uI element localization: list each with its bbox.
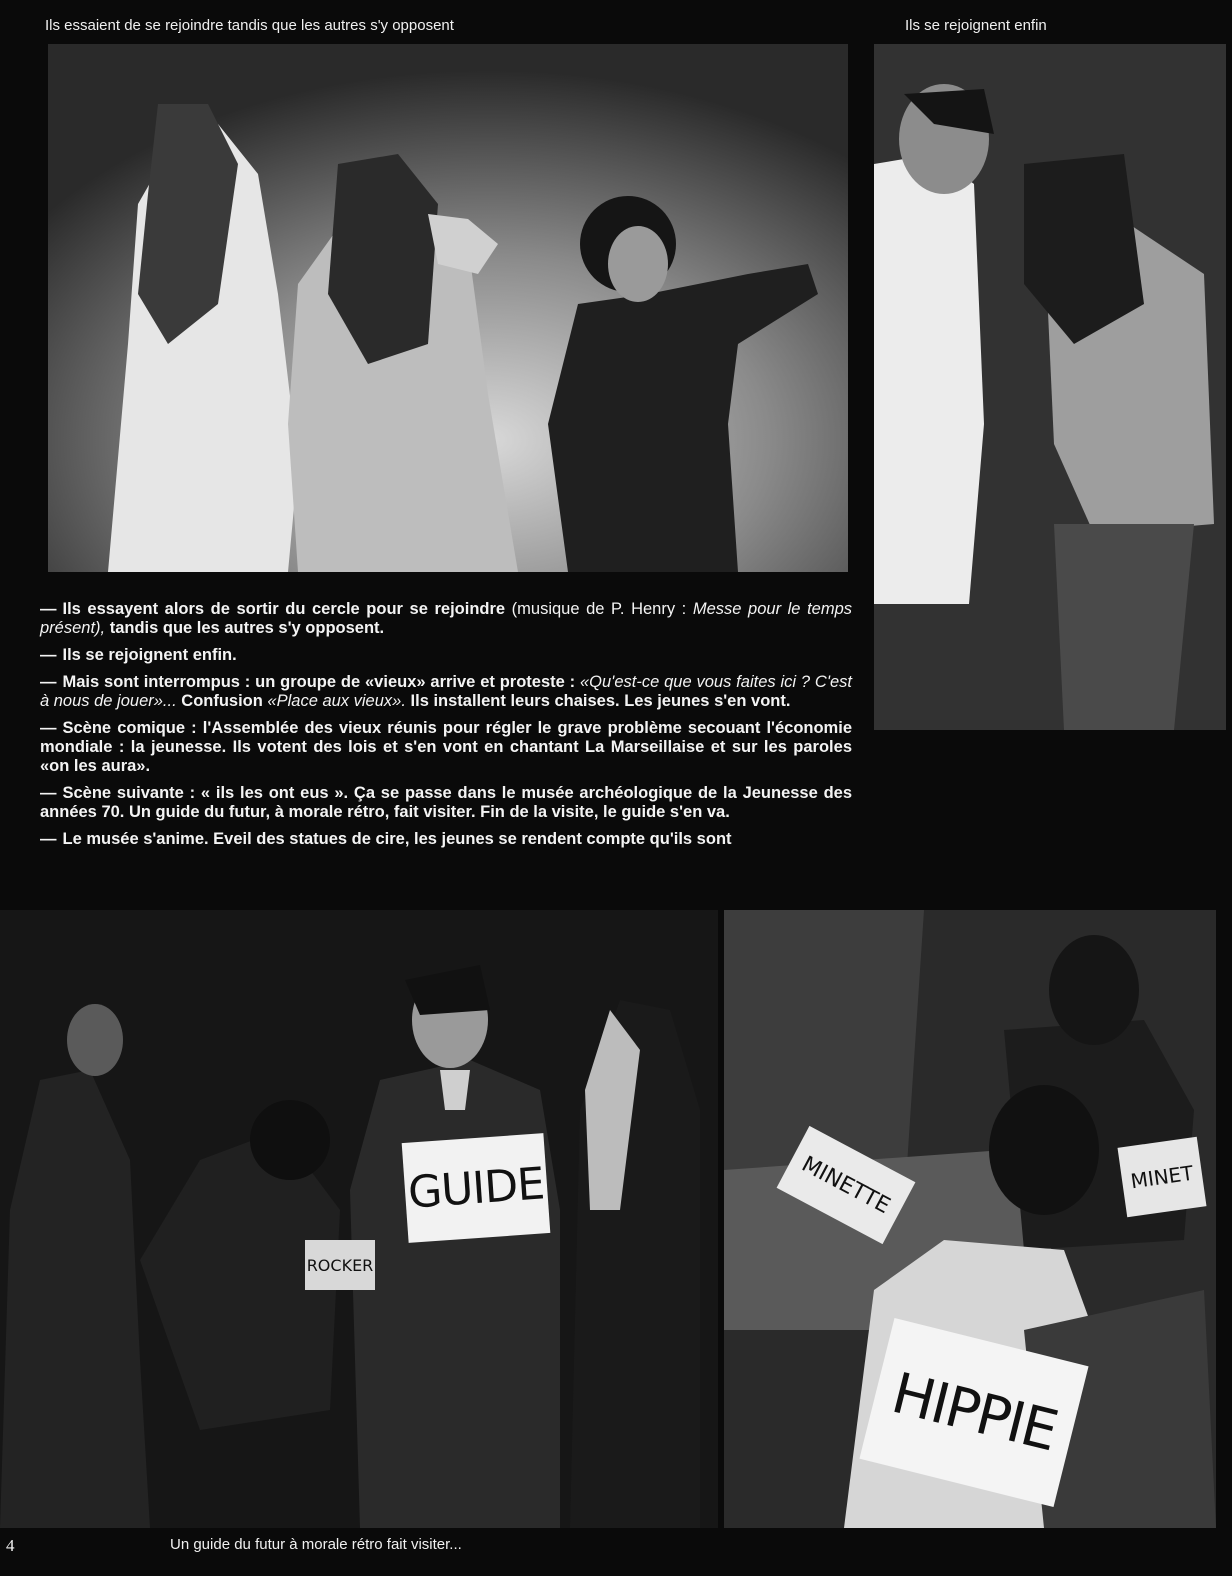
paragraph-dash: — <box>40 719 57 737</box>
paragraph <box>40 673 852 711</box>
paragraph-text: Mais sont interrompus : un groupe de «vieux» arrive et proteste : <box>62 673 580 691</box>
caption-top-right: Ils se rejoignent enfin <box>905 17 1047 34</box>
caption-top-left: Ils essaient de se rejoindre tandis que les autres s'y opposent <box>45 17 454 34</box>
sign-rocker: ROCKER <box>305 1240 375 1290</box>
paragraph-text: Messe pour le temps présent), <box>40 600 853 637</box>
paragraph <box>40 600 852 638</box>
paragraph-text: «Place aux vieux». <box>267 692 406 710</box>
paragraph-dash: — <box>40 646 57 664</box>
paragraph-dash: — <box>40 600 57 618</box>
paragraph-dash: — <box>40 673 57 691</box>
paragraph <box>40 719 852 776</box>
photo-dancers <box>48 44 848 572</box>
paragraph <box>40 830 852 849</box>
paragraph-text: Scène comique : l'Assemblée des vieux réunis pour régler le grave problème secouant l'économie mondiale : la jeunesse. Ils votent des lois et s'en vont en chantant La Marseillaise et sur les paroles «on les aura». <box>40 719 852 775</box>
paragraph-text: Le musée s'anime. Eveil des statues de cire, les jeunes se rendent compte qu'ils sont <box>62 830 732 848</box>
sign-minette-1: MINETTE <box>777 1126 916 1244</box>
paragraph-text: (musique de P. Henry : <box>505 600 693 618</box>
paragraph-text: tandis que les autres s'y opposent. <box>105 619 385 637</box>
photo-hippie-scene <box>724 910 1216 1528</box>
paragraph <box>40 784 852 822</box>
paragraph-text: Ils essayent alors de sortir du cercle pour se rejoindre <box>62 600 506 618</box>
paragraph-dash: — <box>40 830 57 848</box>
paragraph-text: «Qu'est-ce que vous faites ici ? C'est à nous de jouer»... <box>40 673 852 710</box>
photo-guide-scene <box>0 910 718 1528</box>
sign-guide: GUIDE <box>402 1133 551 1243</box>
paragraph-text: Scène suivante : « ils les ont eus ». Ça se passe dans le musée archéologique de la Jeunesse des années 70. Un guide du futur, à morale rétro, fait visiter. Fin de la visite, le guide s'en va. <box>40 784 852 821</box>
paragraph <box>40 646 852 665</box>
sign-minette-2: MINET <box>1118 1137 1207 1217</box>
caption-bottom: Un guide du futur à morale rétro fait visiter... <box>170 1536 462 1553</box>
photo-couple <box>874 44 1226 730</box>
paragraph-text: Confusion <box>176 692 268 710</box>
page-number: 4 <box>6 1536 15 1555</box>
sign-hippie: HIPPIE <box>859 1318 1088 1507</box>
paragraph-dash: — <box>40 784 57 802</box>
article-body <box>40 600 852 857</box>
paragraph-text: Ils installent leurs chaises. Les jeunes s'en vont. <box>405 692 791 710</box>
paragraph-text: Ils se rejoignent enfin. <box>62 646 237 664</box>
